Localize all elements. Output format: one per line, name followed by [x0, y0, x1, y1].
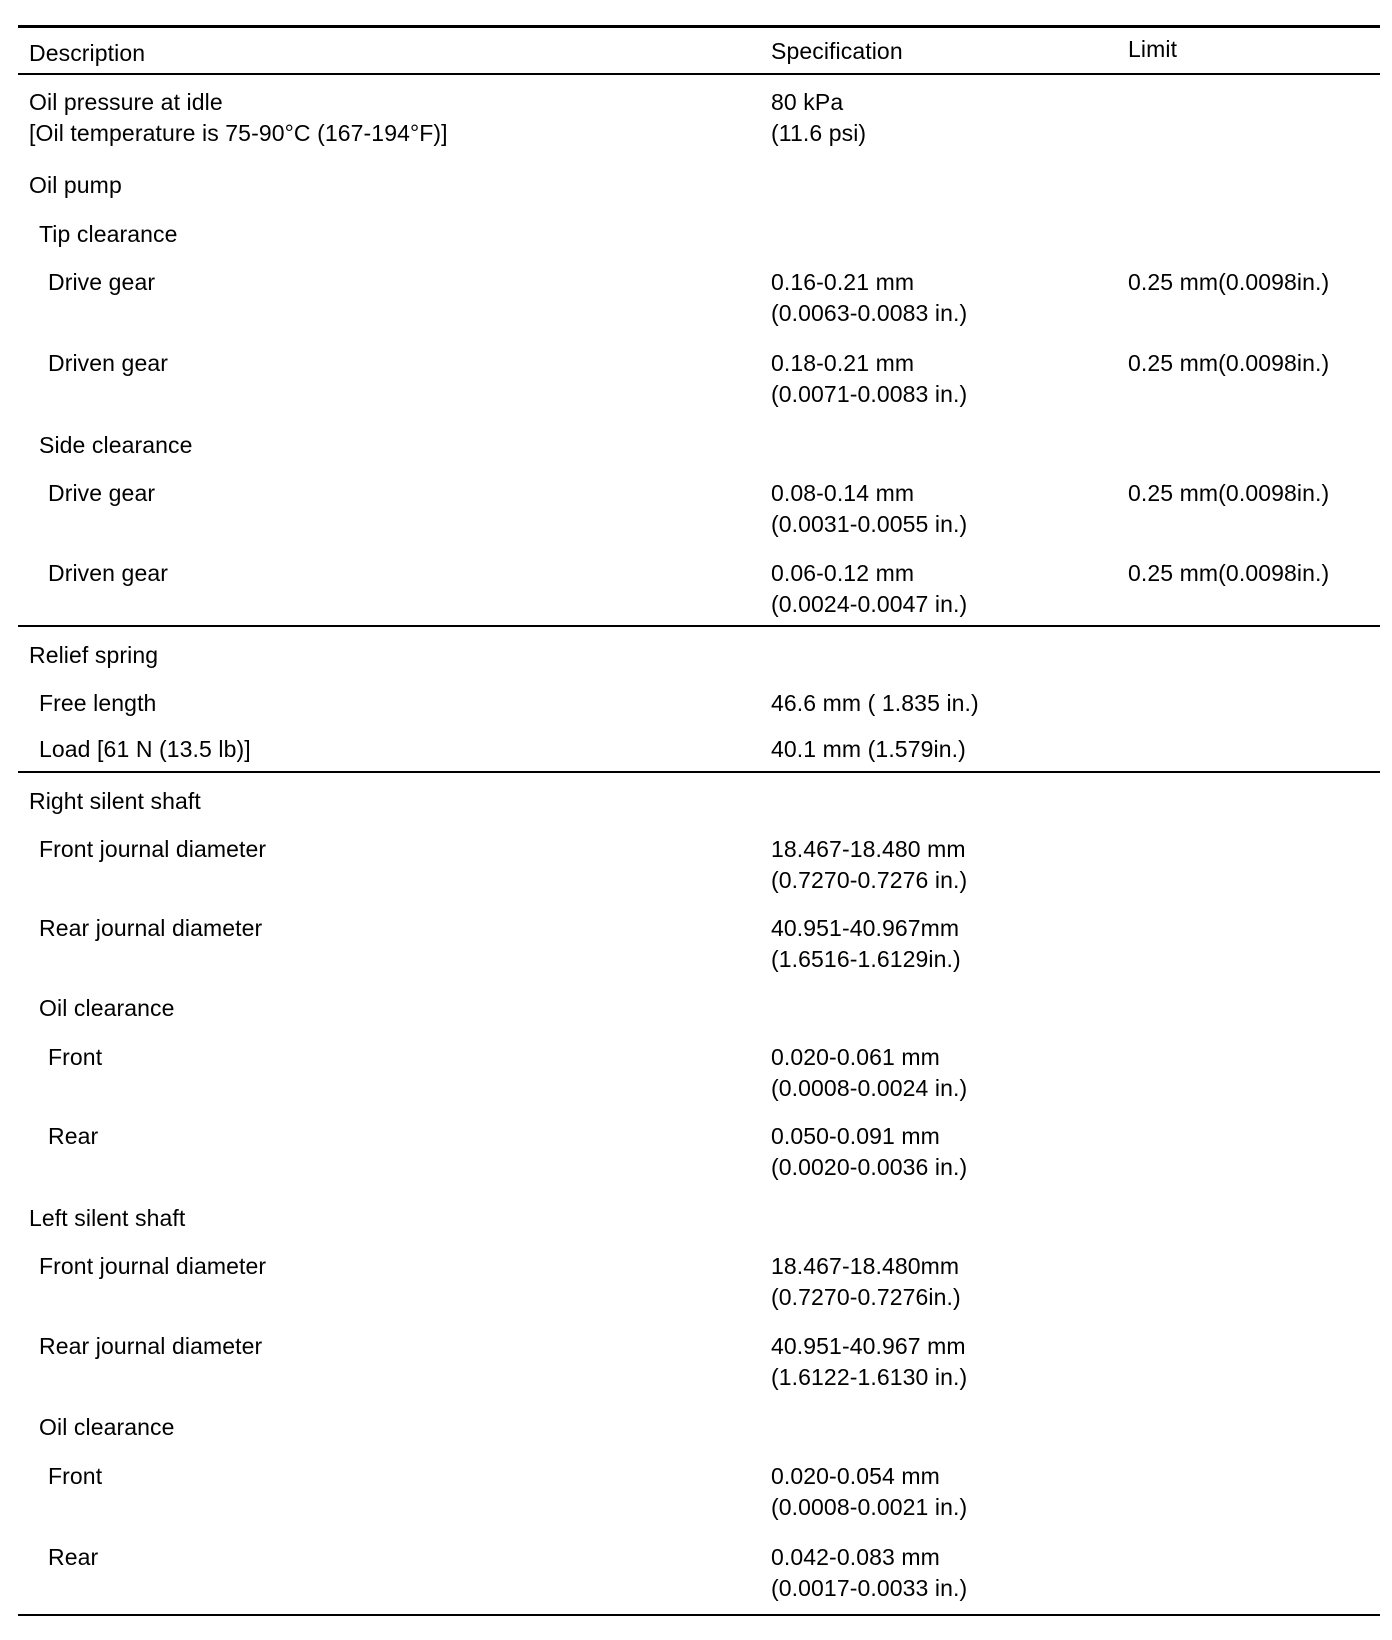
row-specification: 80 kPa (11.6 psi)	[771, 88, 867, 146]
row-specification: 0.050-0.091 mm (0.0020-0.0036 in.)	[771, 1122, 968, 1180]
section-rule	[18, 625, 1380, 627]
row-specification: 40.951-40.967mm (1.6516-1.6129in.)	[771, 914, 961, 972]
row-description: Front	[48, 1462, 103, 1489]
row-specification: 0.042-0.083 mm (0.0017-0.0033 in.)	[771, 1543, 968, 1601]
row-description: Driven gear	[48, 560, 168, 587]
row-specification: 0.16-0.21 mm (0.0063-0.0083 in.)	[771, 268, 968, 326]
row-specification: 0.18-0.21 mm (0.0071-0.0083 in.)	[771, 349, 968, 407]
row-description: Rear	[48, 1122, 99, 1149]
row-description: Oil pressure at idle [Oil temperature is 75-90°C (167-194°F)]	[29, 88, 448, 146]
row-description: Front	[48, 1043, 103, 1070]
header-specification: Specification	[771, 38, 903, 64]
row-description: Load [61 N (13.5 lb)]	[39, 735, 251, 762]
header-rule	[18, 73, 1380, 75]
row-description: Right silent shaft	[29, 787, 201, 814]
row-description: Oil clearance	[39, 994, 175, 1021]
row-description: Rear	[48, 1543, 99, 1570]
row-specification: 46.6 mm ( 1.835 in.)	[771, 690, 979, 717]
header-description: Description	[29, 40, 146, 66]
row-description: Side clearance	[39, 432, 193, 459]
row-limit: 0.25 mm(0.0098in.)	[1128, 560, 1330, 587]
row-description: Drive gear	[48, 479, 156, 506]
table-top-rule	[18, 25, 1380, 28]
row-specification: 0.06-0.12 mm (0.0024-0.0047 in.)	[771, 560, 968, 618]
row-specification: 18.467-18.480mm (0.7270-0.7276in.)	[771, 1252, 961, 1310]
row-description: Rear journal diameter	[39, 1332, 263, 1359]
row-description: Drive gear	[48, 268, 156, 295]
row-description: Front journal diameter	[39, 835, 267, 862]
row-description: Oil pump	[29, 172, 122, 199]
row-description: Rear journal diameter	[39, 914, 263, 941]
row-specification: 40.951-40.967 mm (1.6122-1.6130 in.)	[771, 1332, 968, 1390]
row-limit: 0.25 mm(0.0098in.)	[1128, 268, 1330, 295]
row-limit: 0.25 mm(0.0098in.)	[1128, 349, 1330, 376]
row-description: Free length	[39, 690, 157, 717]
row-description: Left silent shaft	[29, 1204, 186, 1231]
row-description: Tip clearance	[39, 221, 178, 247]
section-rule	[18, 771, 1380, 773]
row-description: Oil clearance	[39, 1413, 175, 1440]
row-specification: 18.467-18.480 mm (0.7270-0.7276 in.)	[771, 835, 968, 893]
row-limit: 0.25 mm(0.0098in.)	[1128, 479, 1330, 506]
row-specification: 0.020-0.061 mm (0.0008-0.0024 in.)	[771, 1043, 968, 1101]
row-description: Relief spring	[29, 642, 159, 669]
row-specification: 0.020-0.054 mm (0.0008-0.0021 in.)	[771, 1462, 968, 1520]
row-description: Front journal diameter	[39, 1252, 267, 1279]
row-specification: 0.08-0.14 mm (0.0031-0.0055 in.)	[771, 479, 968, 537]
row-description: Driven gear	[48, 349, 168, 376]
table-bottom-rule	[18, 1614, 1380, 1616]
header-limit: Limit	[1128, 36, 1178, 62]
row-specification: 40.1 mm (1.579in.)	[771, 735, 966, 762]
